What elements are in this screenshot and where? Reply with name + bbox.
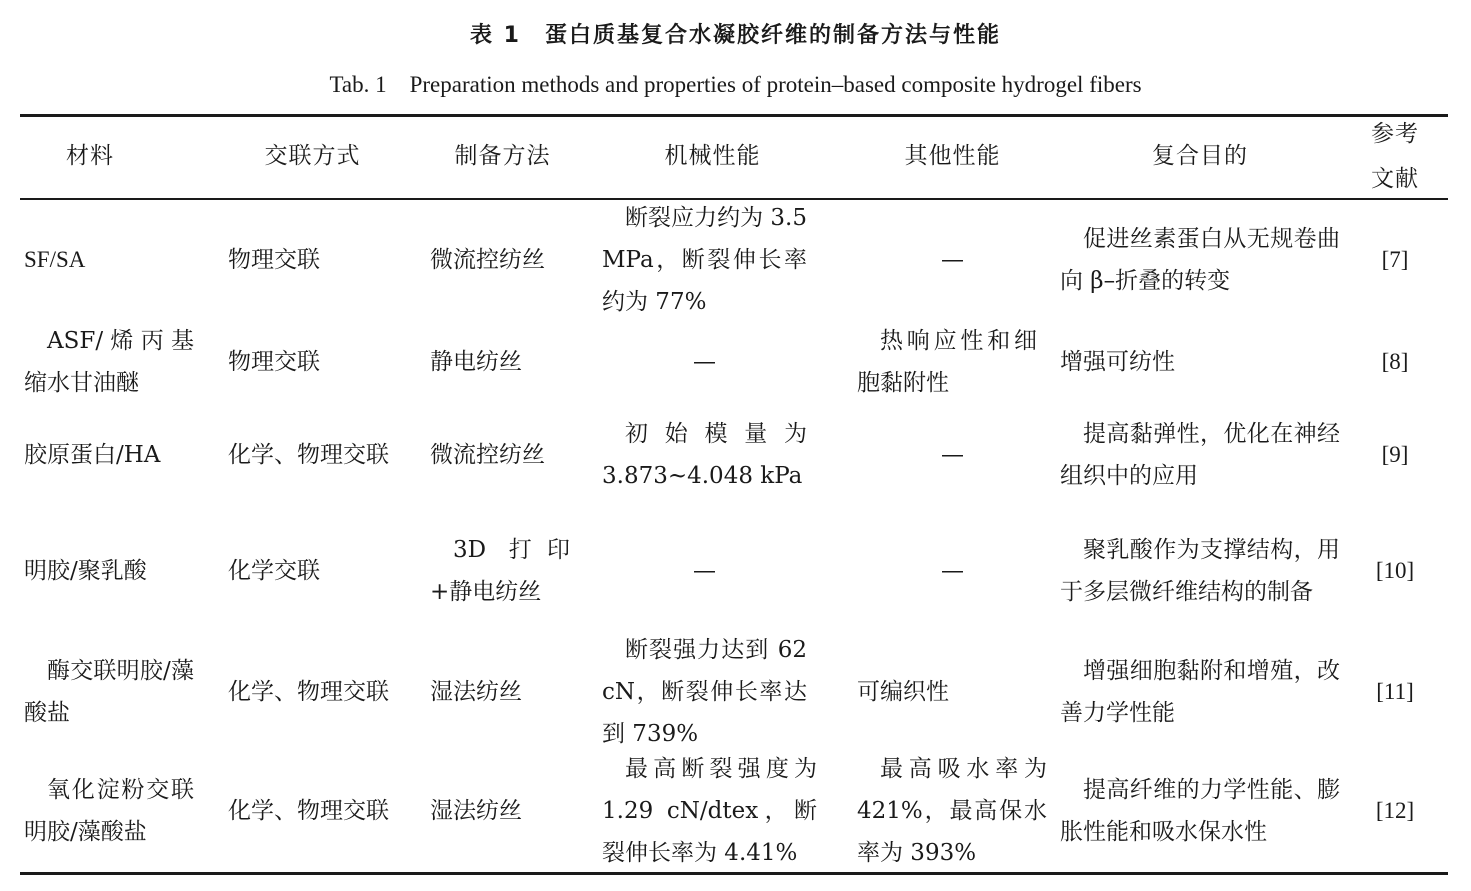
row6-purpose: 提高纤维的力学性能、膨胀性能和吸水保水性 — [1060, 777, 1340, 845]
row5-mechanical: 断裂强力达到 62 cN，断裂伸长率达到 739% — [602, 637, 807, 747]
row2-method: 静电纺丝 — [430, 349, 522, 375]
row3-purpose: 提高黏弹性，优化在神经组织中的应用 — [1060, 421, 1340, 489]
row2-reference: [8] — [1381, 349, 1409, 374]
row1-method: 微流控纺丝 — [430, 247, 545, 273]
row4-purpose: 聚乳酸作为支撑结构，用于多层微纤维结构的制备 — [1060, 537, 1340, 605]
row1-material: SF/SA — [24, 247, 86, 272]
row4-mechanical: — — [693, 558, 716, 584]
row1-purpose: 促进丝素蛋白从无规卷曲向 β–折叠的转变 — [1060, 226, 1340, 294]
header-crosslink: 交联方式 — [264, 143, 361, 169]
header-other: 其他性能 — [904, 143, 1001, 169]
row6-crosslink: 化学、物理交联 — [228, 798, 389, 824]
row3-other: — — [941, 442, 964, 468]
row3-method: 微流控纺丝 — [430, 442, 545, 468]
header-reference-line2: 文献 — [1371, 166, 1419, 192]
table-caption-cn: 表 1 蛋白质基复合水凝胶纤维的制备方法与性能 — [470, 23, 1001, 48]
header-reference-line1: 参考 — [1371, 121, 1419, 147]
table-caption-en: Tab. 1 Preparation methods and properties of protein–based composite hydrogel fibers — [329, 72, 1142, 97]
header-purpose: 复合目的 — [1152, 143, 1248, 169]
row6-other: 最高吸水率为 421%，最高保水率为 393% — [857, 756, 1047, 866]
row6-mechanical: 最高断裂强度为 1.29 cN/dtex，断裂伸长率为 4.41% — [602, 756, 817, 866]
row5-reference: [11] — [1376, 679, 1414, 704]
row1-other: — — [941, 247, 964, 273]
row2-other: 热响应性和细胞黏附性 — [857, 328, 1037, 396]
row1-crosslink: 物理交联 — [228, 247, 320, 273]
row6-method: 湿法纺丝 — [430, 798, 522, 824]
row2-crosslink: 物理交联 — [228, 349, 320, 375]
row4-crosslink: 化学交联 — [228, 558, 320, 584]
row1-reference: [7] — [1381, 247, 1409, 272]
row4-reference: [10] — [1375, 558, 1415, 583]
row5-method: 湿法纺丝 — [430, 679, 522, 705]
header-material: 材料 — [66, 143, 114, 169]
row3-crosslink: 化学、物理交联 — [228, 442, 389, 468]
row3-reference: [9] — [1381, 442, 1409, 467]
row5-material: 酶交联明胶/藻酸盐 — [24, 658, 194, 726]
header-method: 制备方法 — [454, 143, 551, 169]
row6-reference: [12] — [1375, 798, 1415, 823]
row5-purpose: 增强细胞黏附和增殖，改善力学性能 — [1060, 658, 1340, 726]
row6-material: 氧化淀粉交联明胶/藻酸盐 — [24, 777, 194, 845]
row4-other: — — [941, 558, 964, 584]
table-top-rule — [20, 114, 1448, 117]
row3-mechanical: 初始模量为 3.873~4.048 kPa — [602, 421, 807, 489]
row2-purpose: 增强可纺性 — [1060, 349, 1175, 375]
row1-mechanical: 断裂应力约为 3.5 MPa，断裂伸长率约为 77% — [602, 205, 807, 315]
row2-material: ASF/烯丙基缩水甘油醚 — [24, 328, 194, 396]
row4-material: 明胶/聚乳酸 — [24, 558, 147, 584]
row2-mechanical: — — [693, 349, 716, 375]
row4-method: 3D 打印+静电纺丝 — [430, 537, 570, 605]
header-mechanical: 机械性能 — [664, 143, 761, 169]
row5-other: 可编织性 — [857, 679, 949, 705]
row5-crosslink: 化学、物理交联 — [228, 679, 389, 705]
row3-material: 胶原蛋白/HA — [24, 442, 161, 468]
